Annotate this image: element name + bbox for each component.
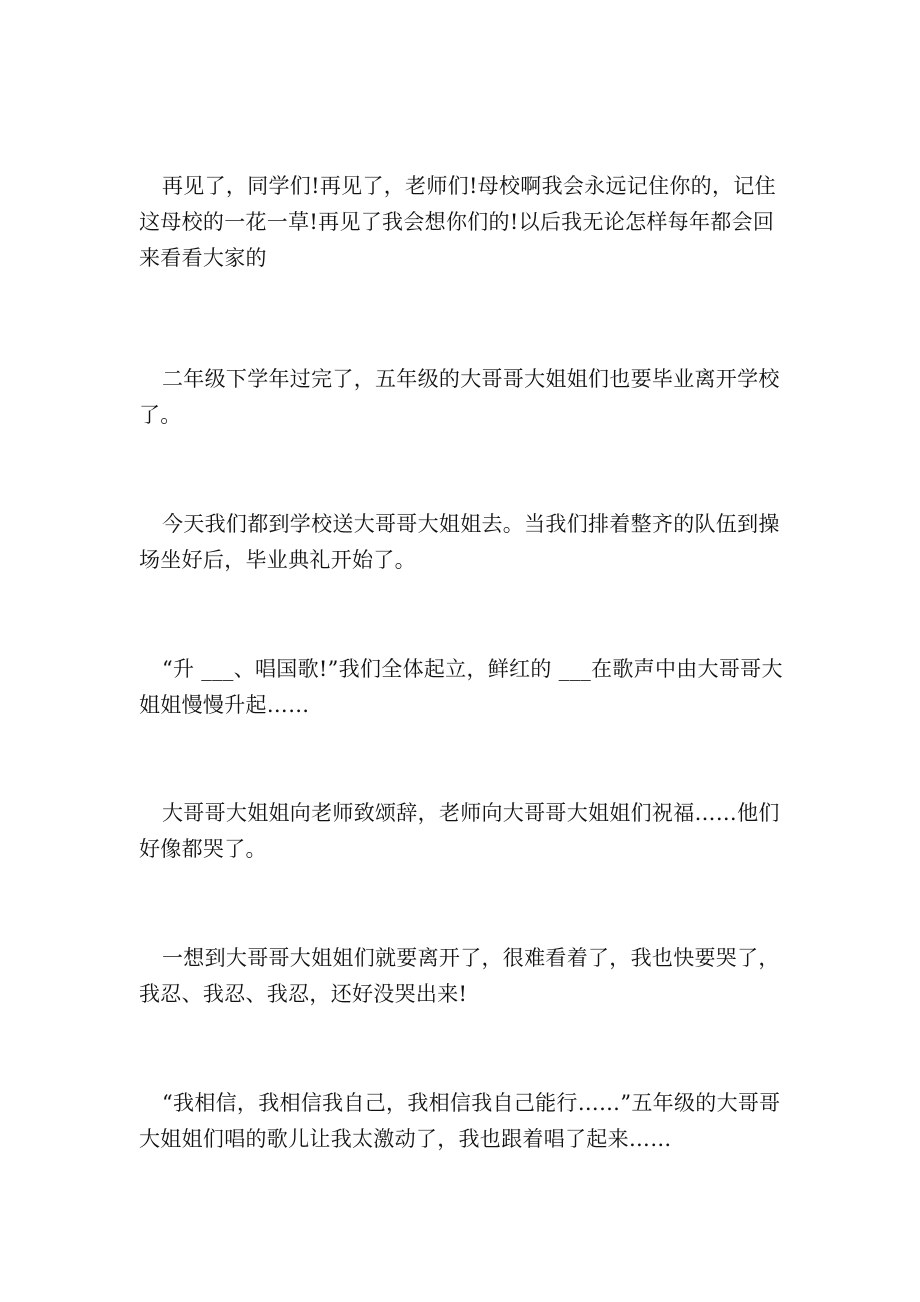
paragraph-ceremony-start: 今天我们都到学校送大哥哥大姐姐去。当我们排着整齐的队伍到操场坐好后，毕业典礼开始了。 [139, 512, 780, 572]
paragraph-anthem: “升 ___、唱国歌!”我们全体起立，鲜红的 ___在歌声中由大哥哥大姐姐慢慢升起…… [139, 657, 783, 717]
paragraph-graduation-intro: 二年级下学年过完了，五年级的大哥哥大姐姐们也要毕业离开学校了。 [139, 367, 780, 427]
paragraph-song: “我相信，我相信我自己，我相信我自己能行……”五年级的大哥哥大姐姐们唱的歌儿让我太激动了，我也跟着唱了起来…… [139, 1091, 781, 1151]
paragraph-farewell: 再见了，同学们!再见了，老师们!母校啊我会永远记住你的，记住这母校的一花一草!再见了我会想你们的!以后我无论怎样每年都会回来看看大家的 [139, 174, 776, 270]
paragraph-speeches: 大哥哥大姐姐向老师致颂辞，老师向大哥哥大姐姐们祝福……他们好像都哭了。 [139, 801, 780, 861]
paragraph-holding-tears: 一想到大哥哥大姐姐们就要离开了，很难看着了，我也快要哭了，我忍、我忍、我忍，还好没哭出来! [139, 946, 780, 1006]
